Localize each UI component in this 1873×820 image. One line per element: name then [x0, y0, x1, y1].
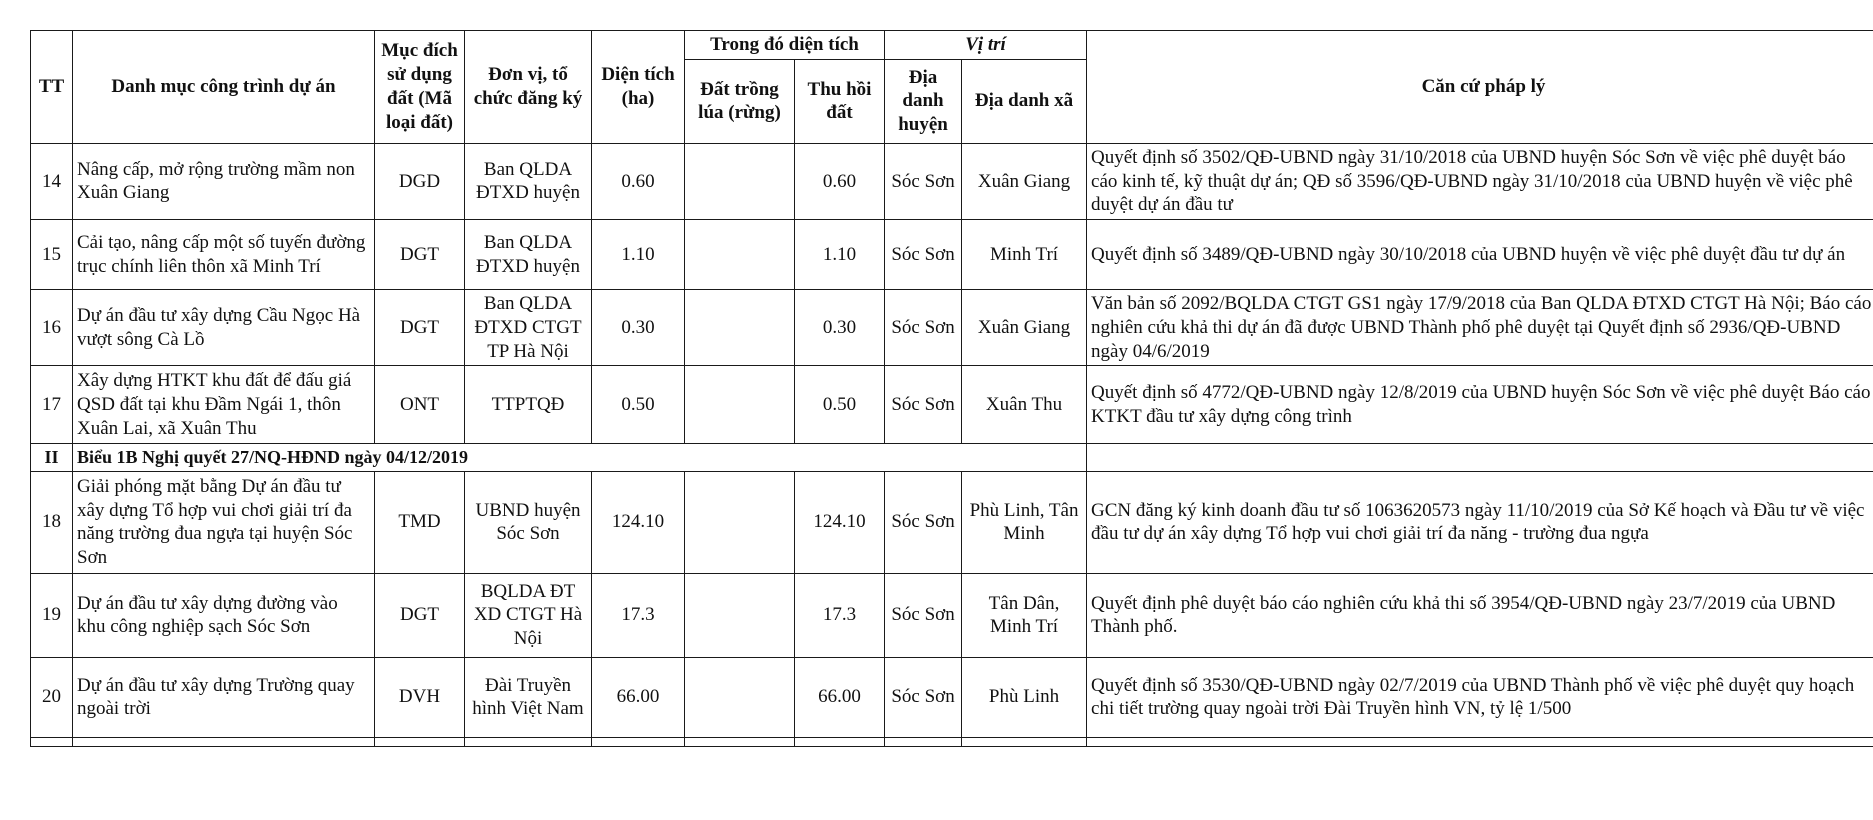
header-tt: TT: [31, 31, 73, 144]
cell-legal: Quyết định số 3489/QĐ-UBND ngày 30/10/2018 của UBND huyện về việc phê duyệt đầu tư dự án: [1087, 220, 1873, 290]
header-legal: Căn cứ pháp lý: [1087, 31, 1873, 144]
cell-recover: 124.10: [795, 471, 885, 573]
cell-project: Nâng cấp, mở rộng trường mầm non Xuân Giang: [73, 143, 375, 219]
cell-district: Sóc Sơn: [885, 366, 962, 444]
cell-rice: [685, 143, 795, 219]
header-project: Danh mục công trình dự án: [73, 31, 375, 144]
cell-unit: Ban QLDA ĐTXD huyện: [465, 143, 592, 219]
table-row: [31, 657, 1873, 737]
cell-area: 1.10: [592, 220, 685, 290]
cell-rice: [685, 657, 795, 737]
cell-code: DVH: [375, 657, 465, 737]
cell-legal: Quyết định phê duyệt báo cáo nghiên cứu khả thi số 3954/QĐ-UBND ngày 23/7/2019 của UBND Thành phố.: [1087, 573, 1873, 657]
cell-district: Sóc Sơn: [885, 573, 962, 657]
cell-district: Sóc Sơn: [885, 471, 962, 573]
cell-legal: Văn bản số 2092/BQLDA CTGT GS1 ngày 17/9/2018 của Ban QLDA ĐTXD CTGT Hà Nội; Báo cáo nghiên cứu khả thi dự án đã được UBND Thành phố phê duyệt tại Quyết định số 2936/QĐ-UBND ngày 04/6/2019: [1087, 290, 1873, 366]
truncated-row: [31, 737, 1873, 746]
cell-rice: [685, 366, 795, 444]
cell-area: 66.00: [592, 657, 685, 737]
section-title: Biểu 1B Nghị quyết 27/NQ-HĐND ngày 04/12/2019: [73, 444, 1087, 472]
cell-recover: 1.10: [795, 220, 885, 290]
cell-project: Giải phóng mặt bằng Dự án đầu tư xây dựng Tổ hợp vui chơi giải trí đa năng trường đua ngựa tại huyện Sóc Sơn: [73, 471, 375, 573]
header-purpose: Mục đích sử dụng đất (Mã loại đất): [375, 31, 465, 144]
cell-code: DGT: [375, 573, 465, 657]
cell-area: 124.10: [592, 471, 685, 573]
cell-area: 0.30: [592, 290, 685, 366]
cell-unit: Đài Truyền hình Việt Nam: [465, 657, 592, 737]
cell-commune: Minh Trí: [962, 220, 1087, 290]
header-rice: Đất trồng lúa (rừng): [685, 59, 795, 143]
header-location-group: Vị trí: [885, 31, 1087, 60]
cell-district: Sóc Sơn: [885, 220, 962, 290]
header-area-group: Trong đó diện tích: [685, 31, 885, 60]
cell-code: DGT: [375, 290, 465, 366]
cell-recover: 0.60: [795, 143, 885, 219]
cell-commune: Xuân Giang: [962, 143, 1087, 219]
cell-legal: Quyết định số 3530/QĐ-UBND ngày 02/7/2019 của UBND Thành phố về việc phê duyệt quy hoạch chi tiết trường quay ngoài trời Đài Truyền hình VN, tỷ lệ 1/500: [1087, 657, 1873, 737]
cell-tt: 17: [31, 366, 73, 444]
cell-commune: Phù Linh: [962, 657, 1087, 737]
cell-unit: TTPTQĐ: [465, 366, 592, 444]
cell-tt: 16: [31, 290, 73, 366]
cell-recover: 0.30: [795, 290, 885, 366]
cell-unit: UBND huyện Sóc Sơn: [465, 471, 592, 573]
cell-commune: Tân Dân, Minh Trí: [962, 573, 1087, 657]
cell-commune: Xuân Thu: [962, 366, 1087, 444]
cell-tt: 20: [31, 657, 73, 737]
cell-unit: Ban QLDA ĐTXD huyện: [465, 220, 592, 290]
cell-code: DGT: [375, 220, 465, 290]
cell-commune: Phù Linh, Tân Minh: [962, 471, 1087, 573]
cell-project: Dự án đầu tư xây dựng đường vào khu công nghiệp sạch Sóc Sơn: [73, 573, 375, 657]
section-row: [31, 444, 1873, 472]
section-tt: II: [31, 444, 73, 472]
cell-code: TMD: [375, 471, 465, 573]
header-recover: Thu hồi đất: [795, 59, 885, 143]
cell-rice: [685, 573, 795, 657]
cell-recover: 0.50: [795, 366, 885, 444]
table-row: [31, 220, 1873, 290]
header-commune: Địa danh xã: [962, 59, 1087, 143]
cell-unit: Ban QLDA ĐTXD CTGT TP Hà Nội: [465, 290, 592, 366]
table-header: [31, 31, 1873, 144]
cell-recover: 17.3: [795, 573, 885, 657]
header-district: Địa danh huyện: [885, 59, 962, 143]
cell-district: Sóc Sơn: [885, 143, 962, 219]
cell-project: Xây dựng HTKT khu đất để đấu giá QSD đất tại khu Đầm Ngái 1, thôn Xuân Lai, xã Xuân Thu: [73, 366, 375, 444]
table-row: [31, 366, 1873, 444]
cell-area: 17.3: [592, 573, 685, 657]
cell-commune: Xuân Giang: [962, 290, 1087, 366]
table-body: [31, 143, 1873, 746]
table-row: [31, 143, 1873, 219]
cell-rice: [685, 290, 795, 366]
cell-code: DGD: [375, 143, 465, 219]
cell-rice: [685, 471, 795, 573]
cell-code: ONT: [375, 366, 465, 444]
cell-area: 0.60: [592, 143, 685, 219]
table-row: [31, 290, 1873, 366]
section-legal-empty: [1087, 444, 1873, 472]
land-use-project-table: [30, 30, 1873, 747]
cell-project: Dự án đầu tư xây dựng Cầu Ngọc Hà vượt sông Cà Lồ: [73, 290, 375, 366]
header-area: Diện tích (ha): [592, 31, 685, 144]
header-unit: Đơn vị, tổ chức đăng ký: [465, 31, 592, 144]
cell-unit: BQLDA ĐT XD CTGT Hà Nội: [465, 573, 592, 657]
cell-recover: 66.00: [795, 657, 885, 737]
table-row: [31, 471, 1873, 573]
cell-district: Sóc Sơn: [885, 657, 962, 737]
cell-tt: 19: [31, 573, 73, 657]
cell-tt: 14: [31, 143, 73, 219]
cell-tt: 18: [31, 471, 73, 573]
cell-legal: GCN đăng ký kinh doanh đầu tư số 1063620573 ngày 11/10/2019 của Sở Kế hoạch và Đầu tư về việc đầu tư dự án xây dựng Tổ hợp vui chơi giải trí đa năng - trường đua ngựa: [1087, 471, 1873, 573]
cell-tt: 15: [31, 220, 73, 290]
cell-legal: Quyết định số 3502/QĐ-UBND ngày 31/10/2018 của UBND huyện Sóc Sơn về việc phê duyệt báo cáo kinh tế, kỹ thuật dự án; QĐ số 3596/QĐ-UBND ngày 31/10/2018 của UBND huyện về việc phê duyệt dự án đầu tư: [1087, 143, 1873, 219]
cell-project: Cải tạo, nâng cấp một số tuyến đường trục chính liên thôn xã Minh Trí: [73, 220, 375, 290]
cell-project: Dự án đầu tư xây dựng Trường quay ngoài trời: [73, 657, 375, 737]
cell-district: Sóc Sơn: [885, 290, 962, 366]
document-sheet: [30, 30, 1873, 747]
table-row: [31, 573, 1873, 657]
cell-legal: Quyết định số 4772/QĐ-UBND ngày 12/8/2019 của UBND huyện Sóc Sơn về việc phê duyệt Báo cáo KTKT đầu tư xây dựng công trình: [1087, 366, 1873, 444]
cell-area: 0.50: [592, 366, 685, 444]
cell-rice: [685, 220, 795, 290]
